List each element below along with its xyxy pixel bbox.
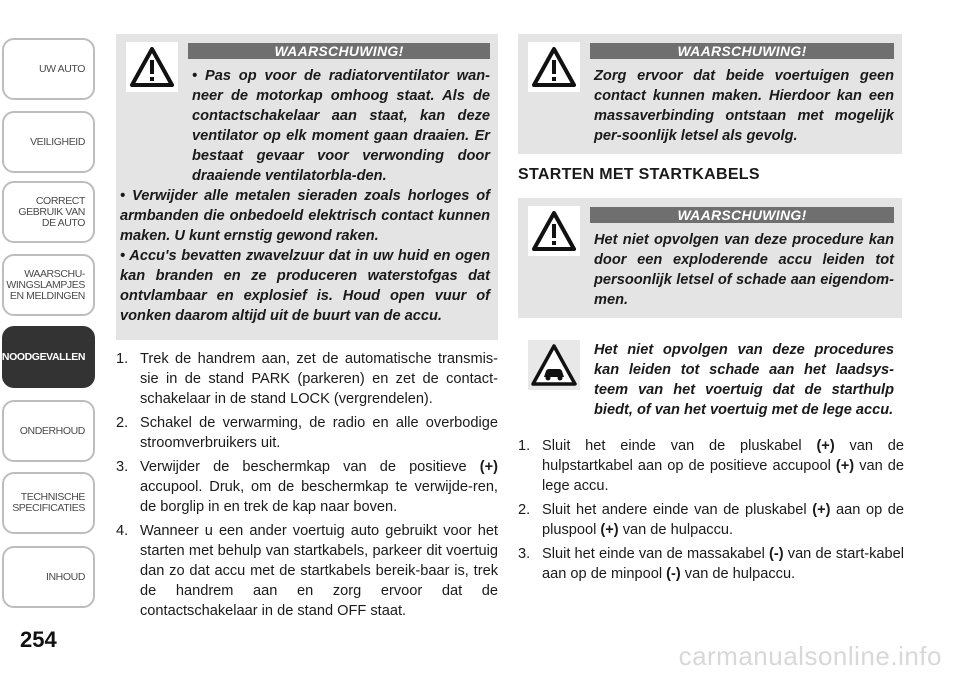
- warning-text: Zorg ervoor dat beide voertuigen geen contact kunnen maken. Hierdoor kan een massaverbinding ontstaan met mogelijk per-soonlijk letsel als gevolg.: [594, 68, 894, 144]
- caution-block: [518, 336, 902, 428]
- warning-text: Het niet opvolgen van deze procedure kan door een exploderende accu leiden tot persoonlijk letsel of schade aan eigendom-men.: [594, 232, 894, 308]
- warning-bullet: • Pas op voor de radiatorventilator wan-neer de motorkap omhoog staat. Als de contactschakelaar aan staat, kan deze ventilator op elk moment gaan draaien. Er bestaat gevaar voor verwonding door draaiende ventilatorbla-den.: [192, 68, 490, 184]
- page-number: 254: [20, 627, 57, 652]
- tab-uw-auto[interactable]: UW AUTO: [2, 38, 95, 100]
- list-item: 2. Schakel de verwarming, de radio en alle overbodige stroomverbruikers uit.: [116, 415, 498, 451]
- warning-bullet: • Accu's bevatten zwavelzuur dat in uw huid en ogen kan branden en ze produceren waterstofgas dat ontvlambaar en explosief is. Houd open vuur of vonken daarom altijd uit de buurt van de accu.: [120, 248, 490, 324]
- warning-box-radiator: [116, 34, 498, 340]
- caution-text: Het niet opvolgen van deze procedures kan leiden tot schade aan het laadsys-teem van het voertuig dat de starthulp biedt, of van het voertuig met de lege accu.: [594, 342, 894, 418]
- warning-title: WAARSCHUWING!: [188, 43, 490, 59]
- tab-waarschuwingslampjes[interactable]: WAARSCHU- WINGSLAMPJES EN MELDINGEN: [2, 254, 95, 316]
- list-item: 2. Sluit het andere einde van de pluskabel (+) aan op de pluspool (+) van de hulpaccu.: [518, 502, 904, 538]
- tab-technische-specificaties[interactable]: TECHNISCHE SPECIFICATIES: [2, 472, 95, 534]
- steps-list-left: [116, 349, 498, 625]
- list-item: 1. Trek de handrem aan, zet de automatische transmis-sie in de stand PARK (parkeren) en zet de contact-schakelaar in de stand LOCK (vergrendelen).: [116, 351, 498, 407]
- section-heading: STARTEN MET STARTKABELS: [518, 166, 760, 183]
- warning-bullet: • Verwijder alle metalen sieraden zoals horloges of armbanden die onbedoeld elektrisch contact kunnen maken. U kunt ernstig gewond raken.: [120, 188, 490, 244]
- tab-noodgevallen[interactable]: NOODGEVALLEN: [2, 326, 95, 388]
- tab-inhoud[interactable]: INHOUD: [2, 546, 95, 608]
- list-item: 4. Wanneer u een ander voertuig auto gebruikt voor het starten met behulp van startkabels, parkeer dit voertuig dan zo dat accu met de startkabels bereik-baar is, trek de handrem aan en zorg ervoor dat de contactschakelaar in de stand OFF staat.: [116, 523, 498, 619]
- tab-onderhoud[interactable]: ONDERHOUD: [2, 400, 95, 462]
- list-item: 1. Sluit het einde van de pluskabel (+) van de hulpstartkabel aan op de positieve accupool (+) van de lege accu.: [518, 438, 904, 494]
- steps-list-right: [518, 436, 904, 588]
- warning-box-contact: [518, 34, 902, 154]
- warning-title: WAARSCHUWING!: [590, 207, 894, 223]
- tab-veiligheid[interactable]: VEILIGHEID: [2, 111, 95, 173]
- list-item: 3. Sluit het einde van de massakabel (-) van de start-kabel aan op de minpool (-) van de hulpaccu.: [518, 546, 904, 582]
- watermark: carmanualsonline.info: [678, 641, 942, 671]
- warning-title: WAARSCHUWING!: [590, 43, 894, 59]
- tab-correct-gebruik[interactable]: CORRECT GEBRUIK VAN DE AUTO: [2, 181, 95, 243]
- warning-box-procedure: [518, 198, 902, 318]
- list-item: 3. Verwijder de beschermkap van de positieve (+) accupool. Druk, om de beschermkap te verwijde-ren, de borglip in en trek de kap naar boven.: [116, 459, 498, 515]
